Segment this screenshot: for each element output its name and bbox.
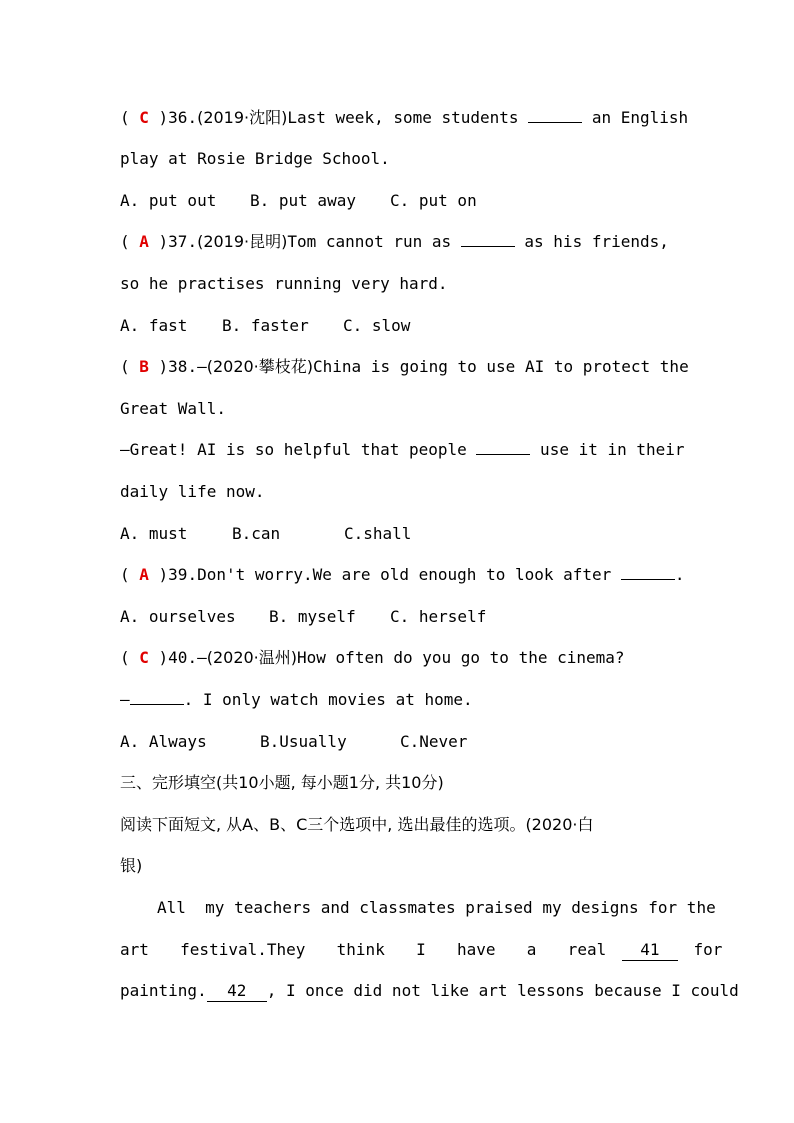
answer-36: C <box>139 108 149 127</box>
option-c: C.Never <box>400 732 468 751</box>
passage-text: art festival.They think I have a real <box>120 940 622 959</box>
passage-text: painting. <box>120 981 207 1000</box>
answer-38: B <box>139 357 149 376</box>
question-40-line-2 <box>120 690 473 710</box>
option-a: A. fast <box>120 316 188 335</box>
answer-blank[interactable] <box>476 440 530 455</box>
answer-blank[interactable] <box>528 108 582 123</box>
question-40-number: 40 <box>168 648 188 667</box>
option-a: A. put out <box>120 191 217 210</box>
question-36-options <box>120 191 477 211</box>
answer-37: A <box>139 232 149 251</box>
question-40-reply: . I only watch movies at home. <box>183 690 473 709</box>
question-39-text-after: . <box>674 565 685 584</box>
question-36-text-after: an English <box>582 108 689 127</box>
option-b: B. faster <box>222 316 309 335</box>
question-38-text: China is going to use AI to protect the <box>313 357 689 376</box>
question-38-number: 38 <box>168 357 188 376</box>
answer-blank[interactable] <box>621 565 675 580</box>
question-36-line-1: ( C )36.(2019·沈阳)Last week, some students an English <box>120 108 689 127</box>
answer-blank[interactable] <box>130 690 184 705</box>
passage-text: for <box>677 940 723 959</box>
dash: — <box>197 357 207 376</box>
answer-blank[interactable] <box>461 232 515 247</box>
question-37-number: 37 <box>168 232 188 251</box>
question-37-text-before: Tom cannot run as <box>287 232 461 251</box>
answer-39: A <box>139 565 149 584</box>
question-39-text-before: Don't worry.We are old enough to look after <box>197 565 621 584</box>
question-38-line-3 <box>120 440 685 460</box>
question-37-options <box>120 316 410 336</box>
passage-line-3 <box>120 981 739 1002</box>
question-39-line-1: ( A )39.Don't worry.We are old enough to look after . <box>120 565 685 584</box>
option-a: A. must <box>120 524 188 543</box>
question-39-number: 39 <box>168 565 188 584</box>
question-38-reply-before: —Great! AI is so helpful that people <box>120 440 477 459</box>
option-c: C. put on <box>390 191 477 210</box>
dash: — <box>120 690 130 709</box>
passage-line-2 <box>120 940 722 961</box>
question-36-line-2: play at Rosie Bridge School. <box>120 149 390 168</box>
question-39-options <box>120 607 486 627</box>
option-a: A. ourselves <box>120 607 236 626</box>
question-38-reply-after: use it in their <box>530 440 685 459</box>
option-a: A. Always <box>120 732 207 751</box>
cloze-blank-42[interactable]: 42 <box>207 981 267 1002</box>
question-36-source: (2019·沈阳) <box>197 108 288 127</box>
question-38-line-4: daily life now. <box>120 482 265 501</box>
question-38-line-2: Great Wall. <box>120 399 226 418</box>
section-heading: 三、完形填空(共10小题, 每小题1分, 共10分) <box>120 773 444 792</box>
question-36-number: 36 <box>168 108 188 127</box>
question-37-line-2: so he practises running very hard. <box>120 274 448 293</box>
option-b: B.Usually <box>260 732 347 751</box>
option-c: C. slow <box>343 316 411 335</box>
question-37-line-1: ( A )37.(2019·昆明)Tom cannot run as as his friends, <box>120 232 669 251</box>
dash: — <box>197 648 207 667</box>
passage-line-1: All my teachers and classmates praised my designs for the <box>157 898 716 917</box>
section-instruction-line-1: 阅读下面短文, 从A、B、C三个选项中, 选出最佳的选项。(2020·白 <box>120 815 594 834</box>
question-38-line-1: ( B )38.—(2020·攀枝花)China is going to use AI to protect the <box>120 357 689 376</box>
option-c: C. herself <box>390 607 487 626</box>
question-37-text-after: as his friends, <box>514 232 669 251</box>
option-c: C.shall <box>344 524 412 543</box>
answer-40: C <box>139 648 149 667</box>
question-40-text: How often do you go to the cinema? <box>297 648 625 667</box>
passage-text: , I once did not like art lessons because I could <box>266 981 739 1000</box>
question-40-options <box>120 732 467 752</box>
question-36-text-before: Last week, some students <box>287 108 529 127</box>
option-b: B.can <box>232 524 281 543</box>
question-37-source: (2019·昆明) <box>197 232 288 251</box>
question-40-source: (2020·温州) <box>206 648 298 667</box>
question-40-line-1: ( C )40.—(2020·温州)How often do you go to the cinema? <box>120 648 625 667</box>
option-b: B. put away <box>250 191 356 210</box>
cloze-blank-41[interactable]: 41 <box>622 940 678 961</box>
option-b: B. myself <box>269 607 356 626</box>
section-instruction-line-2: 银) <box>120 856 143 875</box>
question-38-source: (2020·攀枝花) <box>206 357 314 376</box>
question-38-options <box>120 524 411 544</box>
